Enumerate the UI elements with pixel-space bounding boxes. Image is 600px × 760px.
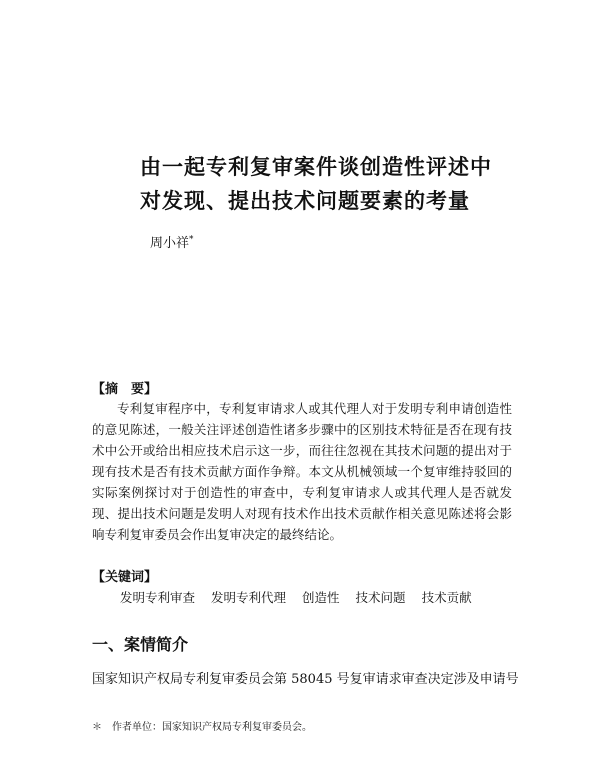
author	[150, 232, 194, 251]
abstract-text: 专利复审程序中，专利复审请求人或其代理人对于发明专利申请创造性的意见陈述，一般关注评述创造性诸多步骤中的区别技术特征是否在现有技术中公开或给出相应技术启示这一步，而往往忽视在其技术问题的提出对于现有技术是否有技术贡献方面作争辩。本文从机械领域一个复审维持驳回的实际案例探讨对于创造性的审查中，专利复审请求人或其代理人是否就发现、提出技术问题是发明人对现有技术作出技术贡献作相关意见陈述将会影响专利复审委员会作出复审决定的最终结论。	[92, 401, 512, 542]
section-heading: 一、案情简介	[92, 635, 189, 654]
title-line-2: 对发现、提出技术问题要素的考量	[140, 189, 470, 213]
author-footnote-mark: *	[189, 234, 194, 245]
keywords-heading: 【关键词】	[92, 570, 158, 585]
keywords-list	[120, 588, 472, 606]
keyword: 发明专利代理	[211, 590, 287, 605]
footnote: ＊ 作者单位：国家知识产权局专利复审委员会。	[92, 722, 312, 733]
keyword: 技术问题	[355, 590, 406, 605]
abstract-heading: 【摘 要】	[92, 382, 158, 397]
title-line-1: 由一起专利复审案件谈创造性评述中	[140, 155, 492, 179]
author-name: 周小祥	[150, 236, 190, 251]
paper-title	[140, 150, 560, 218]
keyword: 创造性	[302, 590, 340, 605]
keyword: 技术贡献	[421, 590, 472, 605]
body-paragraph: 国家知识产权局专利复审委员会第 58045 号复审请求审查决定涉及申请号	[92, 672, 519, 687]
keyword: 发明专利审查	[120, 590, 196, 605]
